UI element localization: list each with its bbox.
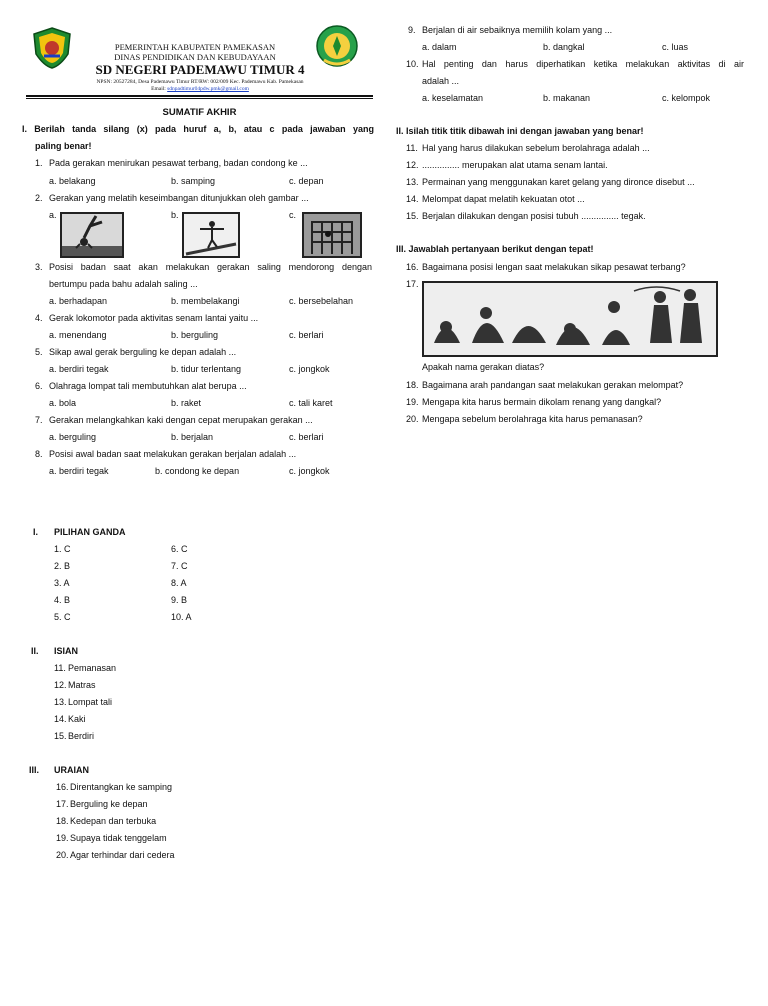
answer-item: Kaki — [68, 714, 86, 724]
question-text: Posisi awal badan saat melakukan gerakan berjalan adalah ... — [49, 449, 297, 459]
question-text: Mengapa sebelum berolahraga kita harus pemanasan? — [422, 414, 643, 424]
answer-item: 5. C — [54, 612, 71, 622]
answer-item: 7. C — [171, 561, 188, 571]
option-b[interactable]: b. — [171, 210, 179, 220]
question-text: Posisi badan saat akan melakukan gerakan saling mendorong dengan — [49, 262, 372, 272]
school-email-line — [60, 86, 340, 92]
option-a[interactable]: a. belakang — [49, 176, 96, 186]
answer-item: Supaya tidak tenggelam — [70, 833, 167, 843]
school-address: NPSN: 20527284, Desa Pademawu Timur RT/RW: 002/009 Kec. Pademawu Kab. Pamekasan — [96, 79, 304, 85]
option-b[interactable]: b. makanan — [543, 93, 591, 103]
answer-number: 17. — [56, 799, 69, 809]
question-number: 6. — [35, 381, 43, 391]
option-c[interactable]: c. berlari — [289, 432, 324, 442]
question-number: 4. — [35, 313, 43, 323]
option-a[interactable]: a. berhadapan — [49, 296, 108, 306]
answer-item: 10. A — [171, 612, 192, 622]
section1-heading-2: paling benar! — [35, 141, 92, 151]
option-c[interactable]: c. luas — [662, 42, 689, 52]
answer-item: 4. B — [54, 595, 71, 605]
question-number: 5. — [35, 347, 43, 357]
question-text-2: adalah ... — [422, 76, 460, 86]
question-text: Berjalan di air sebaiknya memilih kolam yang ... — [422, 25, 613, 35]
option-a[interactable]: a. keselamatan — [422, 93, 484, 103]
option-b[interactable]: b. berjalan — [171, 432, 214, 442]
answer-number: 13. — [54, 697, 67, 707]
question-text: Mengapa kita harus bermain dikolam renang yang dangkal? — [422, 397, 662, 407]
answer-item: 3. A — [54, 578, 70, 588]
question-text: Berjalan dilakukan dengan posisi tubuh ............... tegak. — [422, 211, 646, 221]
question-text: ............... merupakan alat utama senam lantai. — [422, 160, 608, 170]
question-text: Sikap awal gerak berguling ke depan adalah ... — [49, 347, 237, 357]
answer-roman: II. — [31, 646, 39, 656]
question-text: Pada gerakan menirukan pesawat terbang, badan condong ke ... — [49, 158, 308, 168]
answer-item: Pemanasan — [68, 663, 117, 673]
question-number: 9. — [408, 25, 416, 35]
email-label: Email: — [151, 86, 166, 92]
question-number: 2. — [35, 193, 43, 203]
answer-item: 2. B — [54, 561, 71, 571]
option-b[interactable]: b. tidur terlentang — [171, 364, 242, 374]
answer-number: 14. — [54, 714, 67, 724]
question-text: Gerakan melangkahkan kaki dengan cepat merupakan gerakan ... — [49, 415, 313, 425]
question-text: Gerak lokomotor pada aktivitas senam lantai yaitu ... — [49, 313, 259, 323]
header-government: PEMERINTAH KABUPATEN PAMEKASAN — [114, 42, 276, 52]
option-c[interactable]: c. tali karet — [289, 398, 333, 408]
option-a[interactable]: a. berdiri tegak — [49, 466, 109, 476]
question-number: 8. — [35, 449, 43, 459]
question-number: 7. — [35, 415, 43, 425]
answer-item: 1. C — [54, 544, 71, 554]
option-a[interactable]: a. bola — [49, 398, 77, 408]
answer-roman: I. — [33, 527, 39, 537]
question-text: Gerakan yang melatih keseimbangan ditunjukkan oleh gambar ... — [49, 193, 309, 203]
answer-number: 11. — [54, 663, 66, 673]
option-c[interactable]: c. kelompok — [662, 93, 711, 103]
section1-heading: I. Berilah tanda silang (x) pada huruf a, b, atau c pada jawaban yang — [22, 124, 374, 134]
picture-balance-beam — [182, 212, 240, 258]
answer-item: Direntangkan ke samping — [70, 782, 173, 792]
section2-heading: II. Isilah titik titik dibawah ini dengan jawaban yang benar! — [396, 126, 644, 136]
question-text: Hal yang harus dilakukan sebelum berolahraga adalah ... — [422, 143, 650, 153]
answer-item: Berdiri — [68, 731, 95, 741]
option-c[interactable]: c. depan — [289, 176, 324, 186]
option-b[interactable]: b. membelakangi — [171, 296, 240, 306]
email-link[interactable]: sdnpadtimur04pdw.pmk@gmail.com — [167, 86, 249, 92]
question-number: 1. — [35, 158, 43, 168]
question-number: 18. — [406, 380, 419, 390]
answer-item: Matras — [68, 680, 96, 690]
option-c[interactable]: c. jongkok — [289, 466, 330, 476]
header-rule — [26, 95, 373, 97]
option-b[interactable]: b. dangkal — [543, 42, 585, 52]
answer-section-title: PILIHAN GANDA — [54, 527, 126, 537]
answer-number: 20. — [56, 850, 69, 860]
option-c[interactable]: c. — [289, 210, 297, 220]
question-number: 14. — [406, 194, 419, 204]
question-text: Bagaimana posisi lengan saat melakukan sikap pesawat terbang? — [422, 262, 686, 272]
answer-item: Agar terhindar dari cedera — [70, 850, 175, 860]
question-number: 12. — [406, 160, 419, 170]
option-a[interactable]: a. menendang — [49, 330, 107, 340]
option-a[interactable]: a. dalam — [422, 42, 457, 52]
question-number: 3. — [35, 262, 43, 272]
question-number: 19. — [406, 397, 419, 407]
answer-item: Berguling ke depan — [70, 799, 148, 809]
question-number: 16. — [406, 262, 419, 272]
option-a[interactable]: a. berdiri tegak — [49, 364, 109, 374]
answer-number: 19. — [56, 833, 69, 843]
answer-number: 16. — [56, 782, 69, 792]
option-c[interactable]: c. bersebelahan — [289, 296, 354, 306]
question-number: 20. — [406, 414, 419, 424]
picture-climbing-frame — [302, 212, 362, 258]
option-a[interactable]: a. — [49, 210, 57, 220]
question-number: 10. — [406, 59, 419, 69]
question-text: Bagaimana arah pandangan saat melakukan gerakan melompat? — [422, 380, 684, 390]
answer-number: 18. — [56, 816, 69, 826]
question-number: 15. — [406, 211, 419, 221]
question-text: Melompat dapat melatih kekuatan otot ... — [422, 194, 585, 204]
school-emblem-icon — [315, 24, 359, 70]
option-b[interactable]: b. raket — [171, 398, 202, 408]
question-text: Apakah nama gerakan diatas? — [422, 362, 545, 372]
question-text: Hal penting dan harus diperhatikan ketika melakukan aktivitas di air — [422, 59, 744, 69]
option-b[interactable]: b. condong ke depan — [155, 466, 240, 476]
option-c[interactable]: c. jongkok — [289, 364, 330, 374]
answer-item: Kedepan dan terbuka — [70, 816, 157, 826]
school-name: SD NEGERI PADEMAWU TIMUR 4 — [95, 62, 305, 77]
answer-roman: III. — [29, 765, 40, 775]
picture-forward-roll-sequence — [422, 281, 718, 357]
question-number: 17. — [406, 279, 419, 289]
question-number: 11. — [406, 143, 418, 153]
question-text-2: bertumpu pada bahu adalah saling ... — [49, 279, 198, 289]
section3-heading: III. Jawablah pertanyaan berikut dengan tepat! — [396, 244, 594, 254]
answer-section-title: ISIAN — [54, 646, 79, 656]
answer-item: Lompat tali — [68, 697, 113, 707]
answer-item: 6. C — [171, 544, 188, 554]
header-rule-thin — [26, 98, 373, 99]
answer-item: 9. B — [171, 595, 188, 605]
option-c[interactable]: c. berlari — [289, 330, 324, 340]
header-department: DINAS PENDIDIKAN DAN KEBUDAYAAN — [114, 52, 276, 62]
answer-number: 12. — [54, 680, 67, 690]
answer-section-title: URAIAN — [54, 765, 89, 775]
question-text: Olahraga lompat tali membutuhkan alat berupa ... — [49, 381, 247, 391]
question-number: 13. — [406, 177, 419, 187]
picture-handstand — [60, 212, 124, 258]
question-text: Permainan yang menggunakan karet gelang yang dironce disebut ... — [422, 177, 695, 187]
option-b[interactable]: b. berguling — [171, 330, 219, 340]
answer-number: 15. — [54, 731, 67, 741]
answer-item: 8. A — [171, 578, 187, 588]
regency-emblem-icon — [30, 26, 74, 72]
option-a[interactable]: a. berguling — [49, 432, 97, 442]
page-title: SUMATIF AKHIR — [162, 107, 237, 118]
option-b[interactable]: b. samping — [171, 176, 216, 186]
